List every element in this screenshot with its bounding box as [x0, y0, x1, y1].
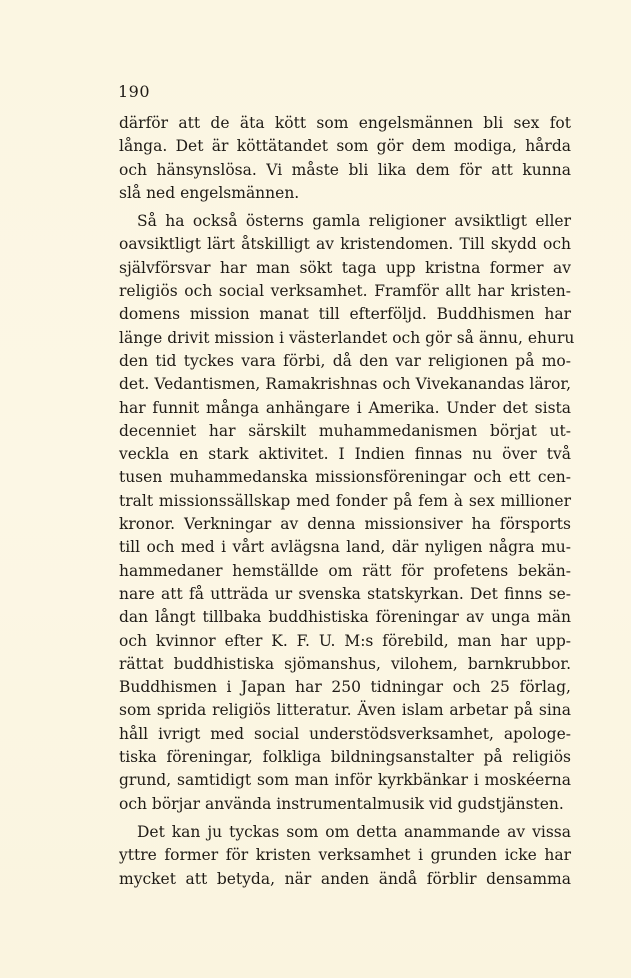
text-line: Så ha också österns gamla religioner avsiktligt eller: [137, 212, 571, 231]
paragraph: [119, 112, 571, 205]
text-line: dan långt tillbaka buddhistiska föreningar av unga män: [119, 608, 571, 627]
text-line: och hänsynslösa. Vi måste bli lika dem för att kunna: [119, 160, 571, 179]
text-line: Det kan ju tyckas som om detta anammande av vissa: [137, 822, 571, 841]
text-line: Buddhismen i Japan har 250 tidningar och 25 förlag,: [119, 678, 571, 697]
text-line: och börjar använda instrumentalmusik vid gudstjänsten.: [119, 794, 564, 813]
text-line: decenniet har särskilt muhammedanismen börjat ut-: [119, 421, 571, 440]
text-line: håll ivrigt med social understödsverksamhet, apologe-: [119, 724, 571, 743]
text-line: därför att de äta kött som engelsmännen bli sex fot: [119, 114, 571, 132]
text-line: tiska föreningar, folkliga bildningsanstalter på religiös: [119, 748, 571, 767]
text-line: slå ned engelsmännen.: [119, 183, 300, 202]
text-line: som sprida religiös litteratur. Även islam arbetar på sina: [119, 701, 571, 720]
text-line: domens mission manat till efterföljd. Buddhismen har: [119, 305, 571, 324]
text-line: har funnit många anhängare i Amerika. Under det sista: [119, 398, 571, 417]
text-line: yttre former för kristen verksamhet i grunden icke har: [119, 846, 571, 865]
text-line: till och med i vårt avlägsna land, där nyligen några mu-: [119, 538, 571, 557]
text-line: oavsiktligt lärt åtskilligt av kristendomen. Till skydd och: [119, 235, 571, 254]
page-number: 190: [118, 82, 151, 101]
text-line: grund, samtidigt som man inför kyrkbänkar i moskéerna: [119, 771, 571, 790]
text-line: den tid tyckes vara förbi, då den var religionen på mo-: [119, 351, 571, 370]
text-line: hammedaner hemställde om rätt för profetens bekän-: [119, 561, 571, 580]
paragraph: [119, 821, 571, 891]
text-line: tusen muhammedanska missionsföreningar och ett cen-: [119, 468, 571, 487]
text-line: nare att få utträda ur svenska statskyrkan. Det finns se-: [119, 584, 571, 603]
text-line: kronor. Verkningar av denna missionsiver ha försports: [119, 515, 571, 534]
text-line: rättat buddhistiska sjömanshus, vilohem, barnkrubbor.: [119, 654, 571, 673]
text-line: tralt missionssällskap med fonder på fem à sex millioner: [119, 491, 571, 510]
text-line: och kvinnor efter K. F. U. M:s förebild, man har upp-: [119, 631, 571, 650]
text-line: länge drivit mission i västerlandet och gör så ännu, ehuru: [119, 328, 575, 347]
text-line: långa. Det är köttätandet som gör dem modiga, hårda: [119, 137, 571, 156]
text-line: mycket att betyda, när anden ändå förblir densamma: [119, 869, 571, 888]
body-text: [119, 112, 575, 891]
text-line: det. Vedantismen, Ramakrishnas och Vivekanandas läror,: [119, 375, 571, 394]
paragraph: [119, 210, 575, 816]
text-line: veckla en stark aktivitet. I Indien finnas nu över två: [119, 445, 571, 464]
text-line: religiös och social verksamhet. Framför allt har kristen-: [119, 282, 571, 301]
text-line: självförsvar har man sökt taga upp kristna former av: [119, 258, 571, 277]
